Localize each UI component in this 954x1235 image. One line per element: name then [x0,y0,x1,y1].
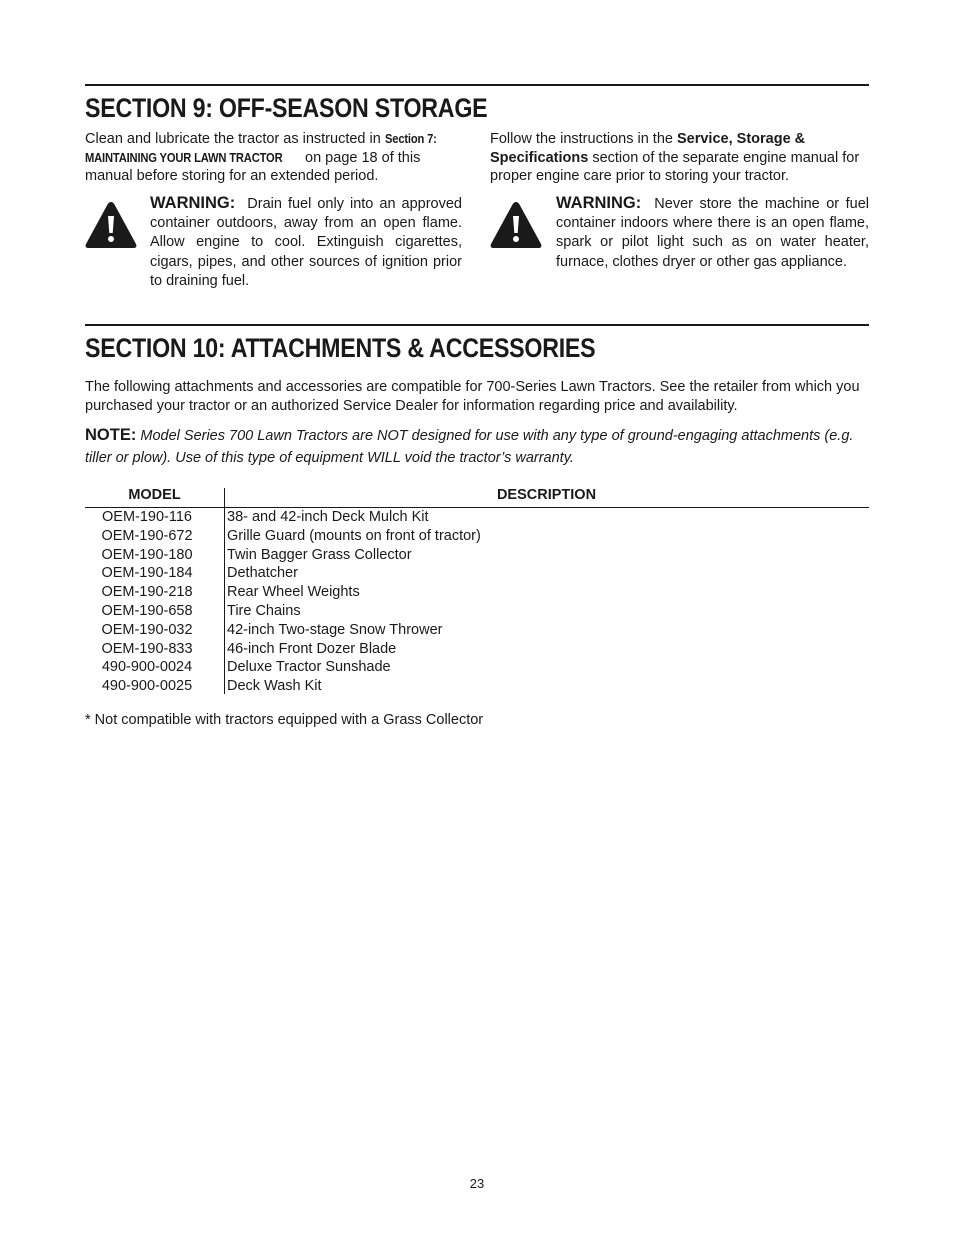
table-row [85,508,869,527]
header-model: MODEL [128,487,181,503]
warning-right-body: Never store the machine or fuel container indoors where there is an open flame, spark or pilot light such as on water heater, furnace, clothes dryer or other gas appliance. [556,196,869,270]
warning-right-label: WARNING: [556,194,642,212]
row-model: OEM-190-658 [101,602,193,619]
left-para-ref-2: MAINTAINING YOUR LAWN TRACTOR [85,149,283,165]
row-model: OEM-190-180 [101,546,193,563]
table-row [85,602,869,621]
row-model: OEM-190-218 [101,584,193,601]
footnote: * Not compatible with tractors equipped with a Grass Collector [85,712,484,728]
note [85,424,875,469]
row-description: Tire Chains [227,602,301,619]
left-para-ref-1-wrap [385,130,445,149]
row-model: 490-900-0025 [101,678,193,695]
row-description: Deluxe Tractor Sunshade [227,659,391,676]
warning-triangle-icon [489,200,543,250]
warning-right-text [556,194,869,272]
row-description: Dethatcher [227,565,298,582]
note-label: NOTE: [85,426,137,444]
table-row [85,640,869,659]
accessories-table [85,486,869,696]
right-para-text-2: section of the separate engine manual for proper engine care prior to storing your tractor. [490,149,860,185]
header-description: DESCRIPTION [496,487,597,503]
left-para-text-2: on page 18 of this manual before storing for an extended period. [85,149,421,185]
right-para-bold: Service, Storage & Specifications [490,131,806,166]
table-row [85,527,869,546]
row-model: 490-900-0024 [101,659,193,676]
section-9-right-paragraph [490,130,870,186]
warning-triangle-icon [84,200,138,250]
note-text: Model Series 700 Lawn Tractors are NOT designed for use with any type of ground-engaging attachments (e.g. tiller or plow). Use of this type of equipment WILL void the tractor’s warranty. [85,428,854,466]
section-9-left-paragraph [85,130,465,186]
table-row [85,564,869,583]
warning-left-body: Drain fuel only into an approved container outdoors, away from an open flame. Allow engine to cool. Extinguish cigarettes, cigars, pipes, and other sources of ignition prior to draining fuel. [150,196,462,289]
page-number: 23 [469,1176,485,1191]
table-row [85,546,869,565]
row-description: 46-inch Front Dozer Blade [227,640,397,657]
warning-left-label: WARNING: [150,194,236,212]
row-description: Twin Bagger Grass Collector [227,546,412,563]
table-row [85,658,869,677]
section-10-title: SECTION 10: ATTACHMENTS & ACCESSORIES [85,333,596,363]
row-description: 38- and 42-inch Deck Mulch Kit [227,509,429,525]
warning-left-text [150,194,462,291]
table-row [85,677,869,696]
section-10-rule [85,324,869,326]
section-9-title: SECTION 9: OFF-SEASON STORAGE [85,93,488,123]
row-model: OEM-190-116 [102,509,192,525]
row-model: OEM-190-032 [101,621,193,638]
section-10-intro: The following attachments and accessories are compatible for 700-Series Lawn Tractors. See the retailer from which you purchased your tractor or an authorized Service Dealer for information regarding price and availability. [85,379,860,414]
table-column-divider [224,488,225,694]
row-model: OEM-190-184 [101,565,193,582]
left-para-ref-1: Section 7: [384,131,437,146]
table-header [85,486,869,508]
table-body [85,508,869,696]
left-para-ref-2-wrap [85,149,301,168]
row-model: OEM-190-672 [101,527,193,544]
row-model: OEM-190-833 [101,640,193,657]
table-row [85,621,869,640]
row-description: Deck Wash Kit [227,678,322,695]
left-para-text-1: Clean and lubricate the tractor as instructed in [85,131,385,147]
right-para-text-1: Follow the instructions in the [490,131,677,147]
row-description: 42-inch Two-stage Snow Thrower [227,621,443,638]
row-description: Grille Guard (mounts on front of tractor) [227,527,481,544]
section-9-rule [85,84,869,86]
table-row [85,583,869,602]
row-description: Rear Wheel Weights [227,584,360,601]
